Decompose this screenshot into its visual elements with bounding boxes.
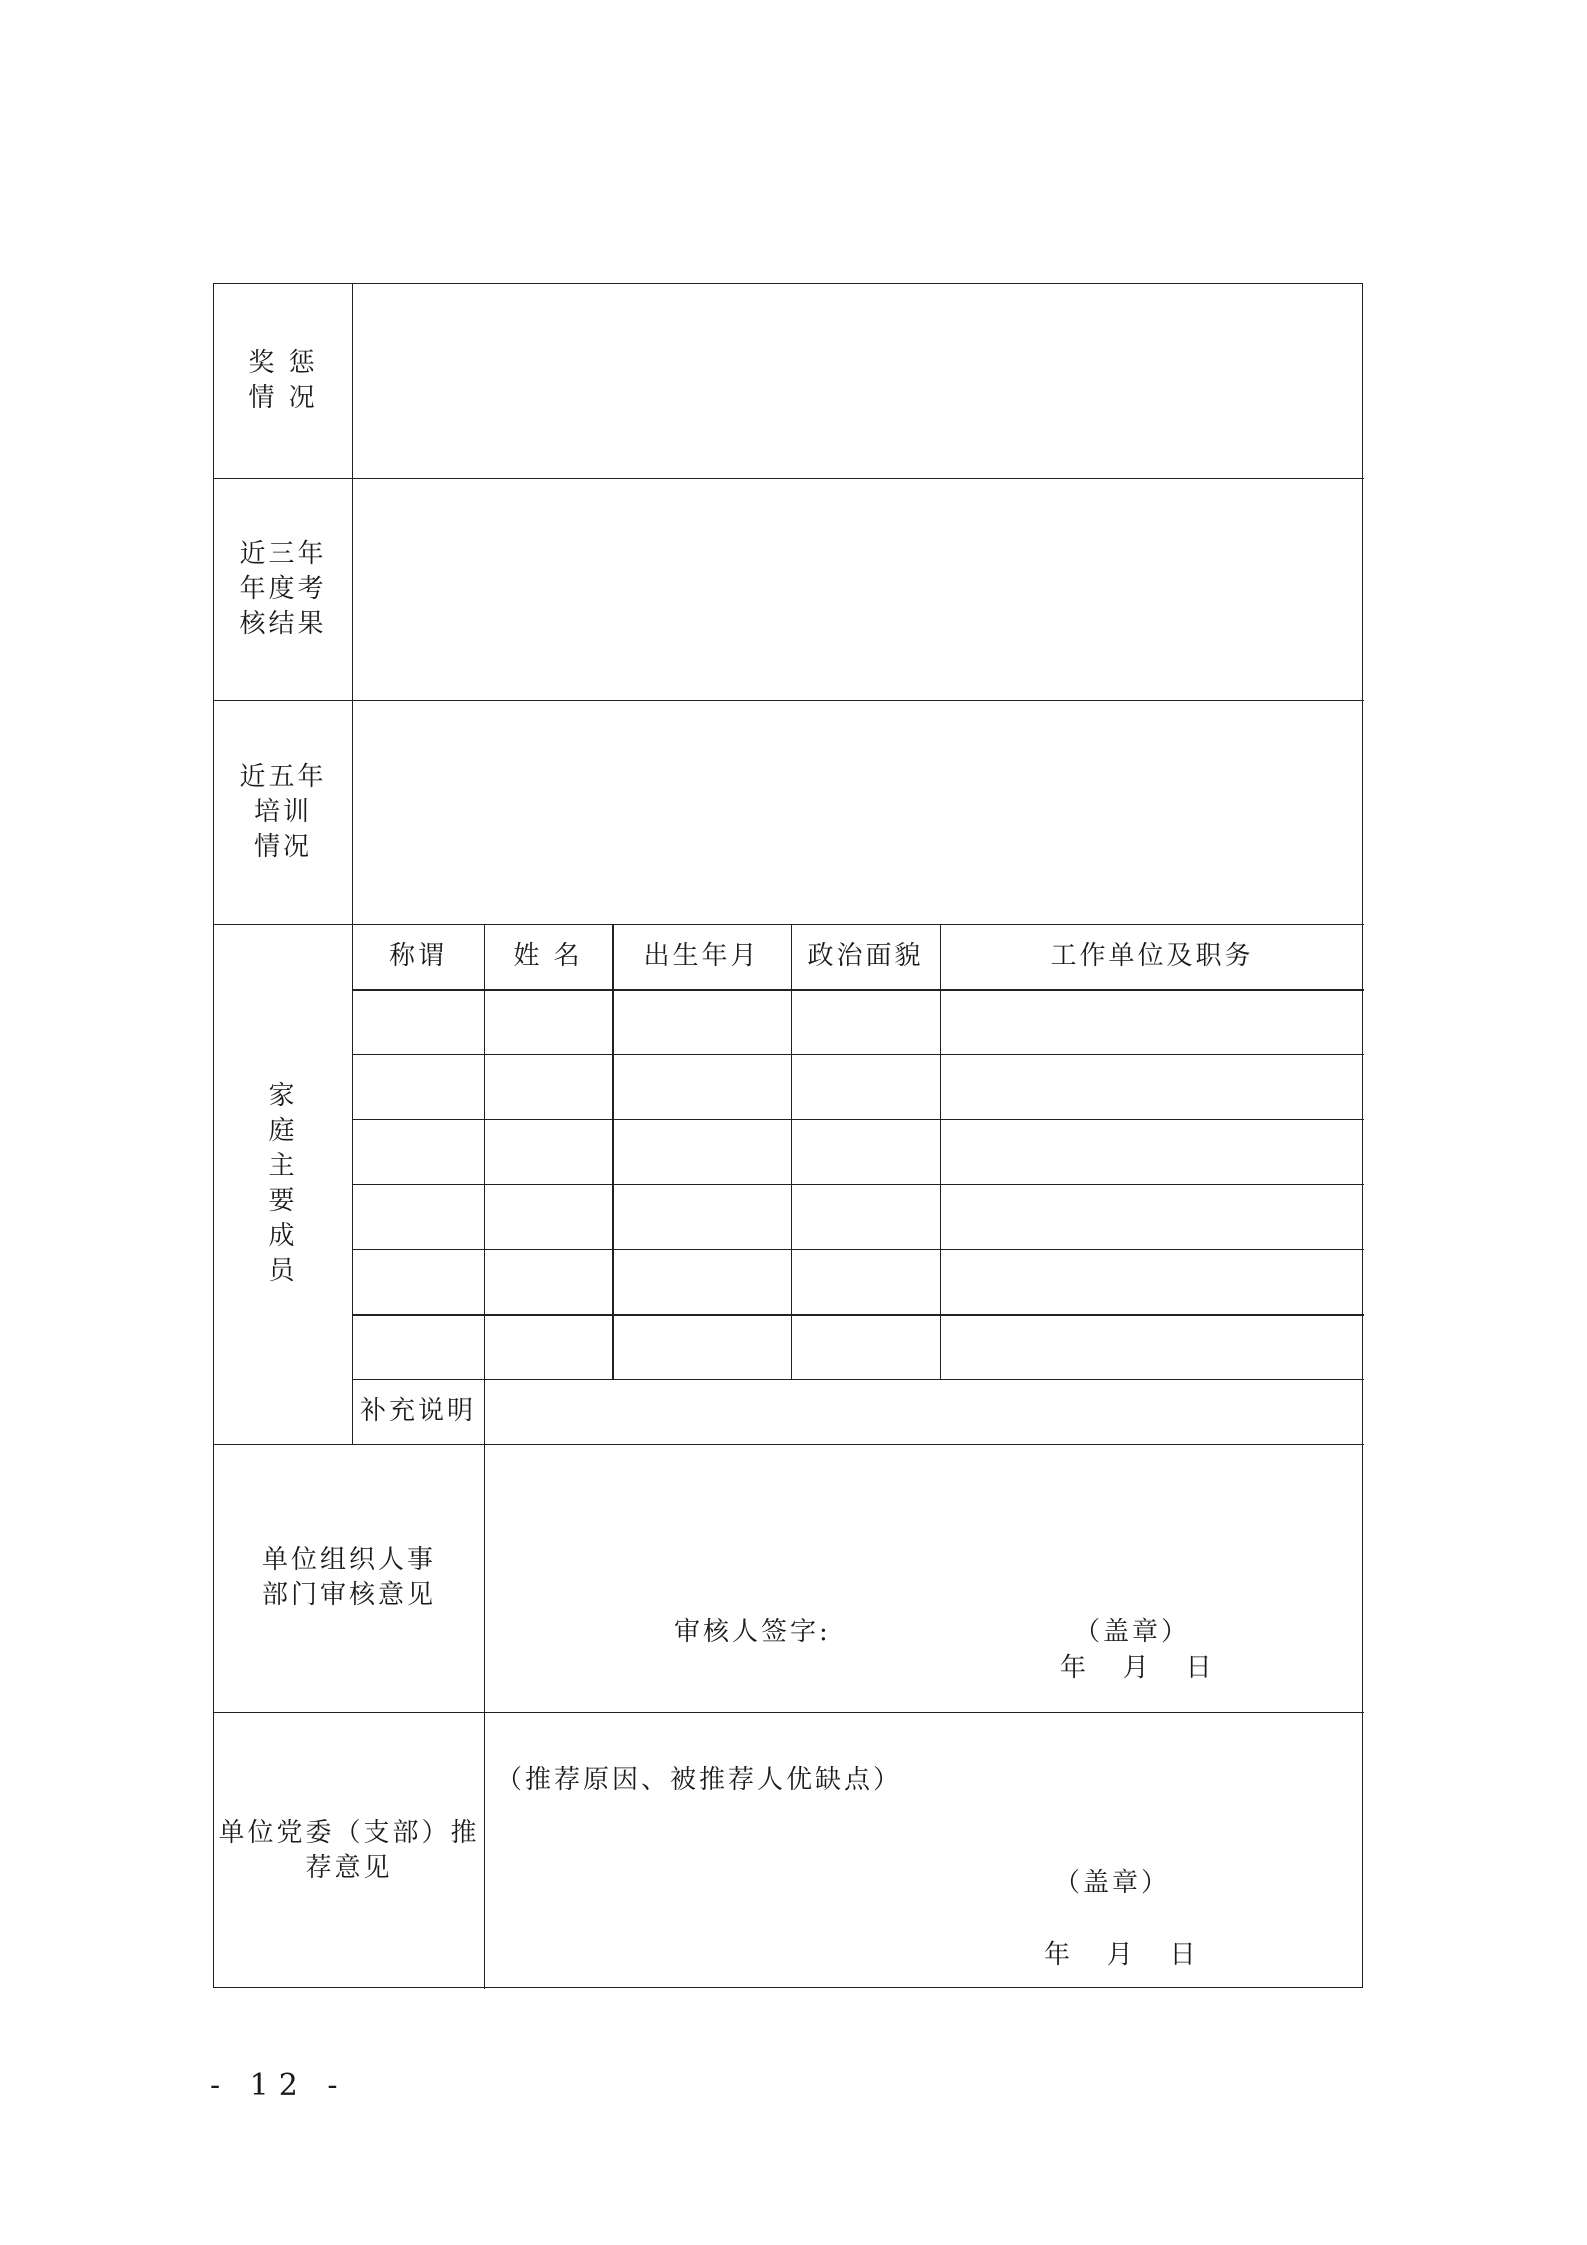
hr-review-date: 年 月 日 bbox=[1060, 1653, 1215, 1683]
party-recommend-hint: （推荐原因、被推荐人优缺点） bbox=[496, 1765, 903, 1795]
family-row-divider bbox=[352, 1379, 1364, 1380]
family-row-divider bbox=[352, 1054, 1364, 1055]
supplement-divider bbox=[484, 1379, 485, 1444]
supplement-label: 补充说明 bbox=[359, 1396, 476, 1426]
family-row-divider bbox=[352, 1249, 1364, 1250]
recommendation-form-table bbox=[213, 283, 1363, 1988]
family-col-workplace: 工作单位及职务 bbox=[1050, 941, 1254, 971]
family-col-divider bbox=[484, 924, 485, 1379]
family-row-divider bbox=[352, 1314, 1364, 1316]
rewards-label: 奖 惩 情 况 bbox=[248, 348, 318, 413]
family-header-divider bbox=[352, 989, 1364, 991]
family-col-divider bbox=[940, 924, 941, 1379]
party-recommend-date: 年 月 日 bbox=[1044, 1940, 1199, 1970]
family-col-title: 称谓 bbox=[388, 941, 447, 971]
family-col-name: 姓 名 bbox=[513, 941, 583, 971]
row-divider bbox=[214, 478, 1364, 479]
party-recommend-seal: （盖章） bbox=[1054, 1868, 1171, 1898]
family-row-divider bbox=[352, 1119, 1364, 1120]
page-number: - 12 - bbox=[210, 2068, 348, 2103]
family-col-divider bbox=[791, 924, 792, 1379]
family-row-divider bbox=[352, 1184, 1364, 1185]
hr-review-signature: 审核人签字: bbox=[674, 1617, 831, 1647]
opinion-column-divider bbox=[484, 1444, 485, 1989]
row-divider bbox=[214, 700, 1364, 701]
family-col-divider bbox=[612, 924, 614, 1379]
family-label: 家 庭 主 要 成 员 bbox=[268, 1081, 298, 1286]
label-column-divider bbox=[352, 284, 353, 1444]
training-label: 近五年 培训 情况 bbox=[239, 761, 327, 862]
hr-review-label: 单位组织人事 部门审核意见 bbox=[261, 1545, 436, 1610]
family-col-political: 政治面貌 bbox=[807, 941, 924, 971]
party-recommend-label: 单位党委（支部）推 荐意见 bbox=[218, 1817, 480, 1883]
family-col-birth: 出生年月 bbox=[643, 941, 760, 971]
hr-review-seal: （盖章） bbox=[1074, 1617, 1191, 1647]
assessment-label: 近三年 年度考 核结果 bbox=[239, 538, 327, 639]
